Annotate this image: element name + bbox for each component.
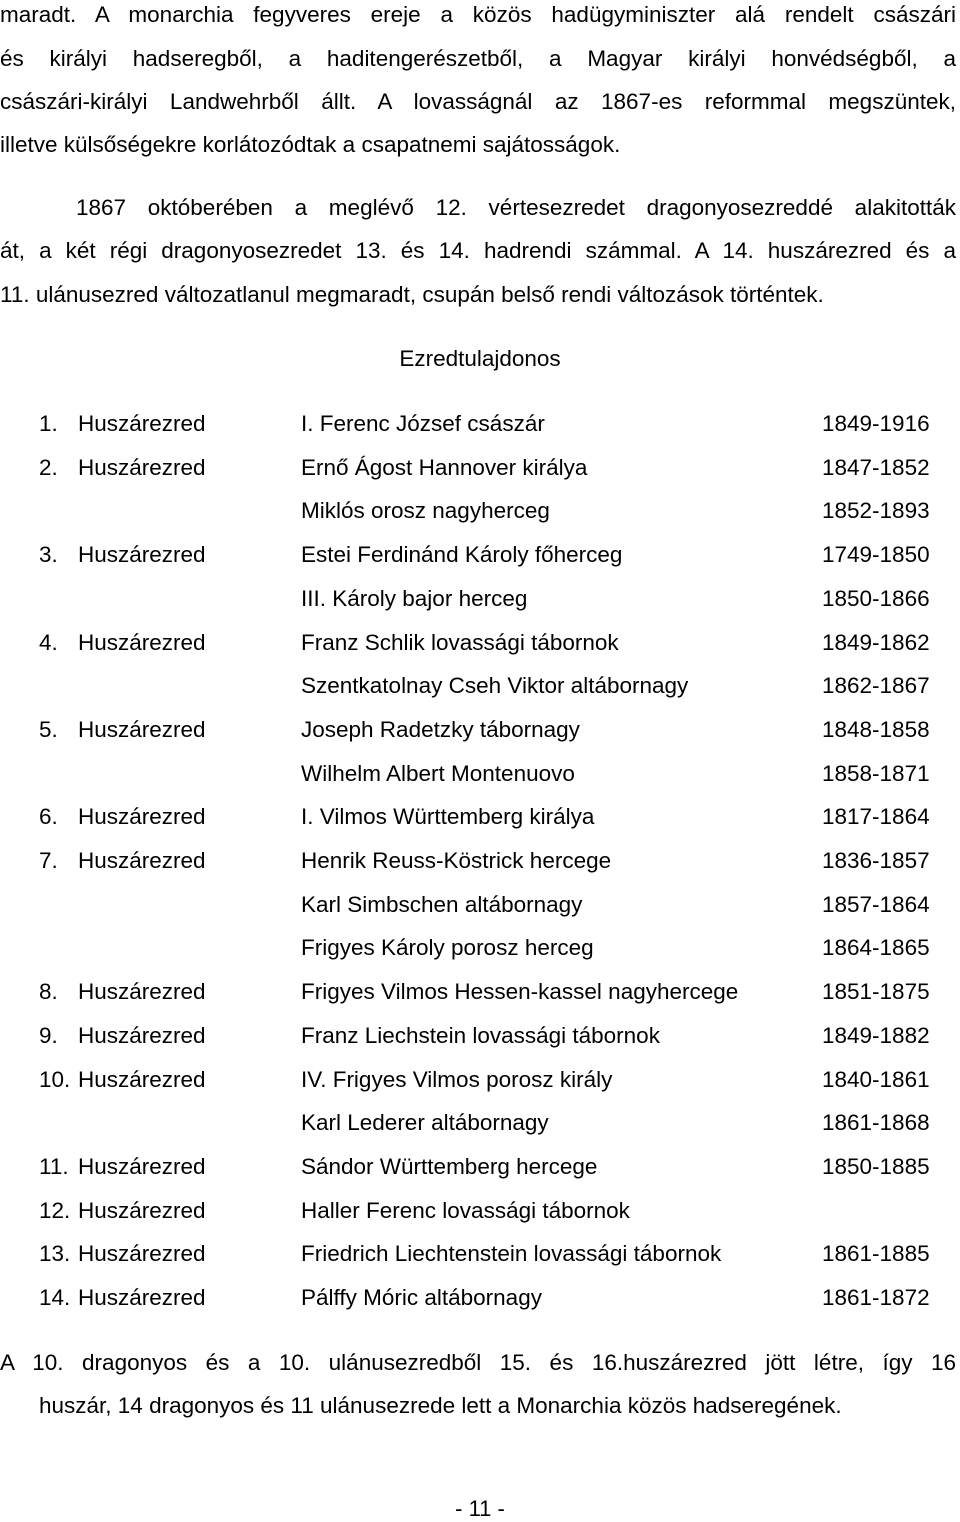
table-row <box>0 673 960 703</box>
regiment-number: 5. <box>39 716 58 742</box>
owner-name: Karl Lederer altábornagy <box>301 1110 549 1136</box>
table-row <box>0 804 960 834</box>
table-row <box>0 1154 960 1184</box>
intro-line: és királyi hadseregből, a haditengerészetből, a Magyar királyi honvédségből, a <box>0 46 956 71</box>
owner-name: Estei Ferdinánd Károly főherceg <box>301 542 623 568</box>
regiment-number: 9. <box>39 1022 58 1048</box>
regiment-number: 3. <box>39 542 58 568</box>
owner-name: Szentkatolnay Cseh Viktor altábornagy <box>301 673 689 699</box>
table-row <box>0 1285 960 1315</box>
table-row <box>0 935 960 965</box>
owner-name: Wilhelm Albert Montenuovo <box>301 760 575 786</box>
table-row <box>0 761 960 791</box>
owner-years: 1847-1852 <box>822 454 930 480</box>
owner-name: I. Vilmos Württemberg királya <box>301 804 595 830</box>
regiment-type: Huszárezred <box>78 411 206 436</box>
closing-line: A 10. dragonyos és a 10. ulánusezredből 15. és 16.huszárezred jött létre, így 16 <box>0 1350 956 1375</box>
owner-name: Frigyes Károly porosz herceg <box>301 935 594 961</box>
owner-name: I. Ferenc József császár <box>301 411 545 436</box>
regiment-number: 1. <box>39 411 58 436</box>
regiment-type: Huszárezred <box>78 454 206 480</box>
table-row <box>0 1241 960 1271</box>
table-row <box>0 1067 960 1097</box>
owner-name: Pálffy Móric altábornagy <box>301 1285 542 1310</box>
owner-name: Miklós orosz nagyherceg <box>301 498 550 524</box>
regiment-type: Huszárezred <box>78 1197 206 1223</box>
regiment-type: Huszárezred <box>78 542 206 568</box>
owner-years: 1849-1882 <box>822 1022 930 1048</box>
regiment-number: 11. <box>39 1153 69 1179</box>
regiment-type: Huszárezred <box>78 716 206 742</box>
regiment-number: 8. <box>39 979 58 1005</box>
owner-name: Sándor Württemberg hercege <box>301 1153 598 1179</box>
owner-name: Franz Schlik lovassági tábornok <box>301 629 619 655</box>
owner-years: 1849-1916 <box>822 411 930 436</box>
regiment-type: Huszárezred <box>78 1285 206 1310</box>
owner-years: 1861-1872 <box>822 1285 930 1310</box>
closing-line: huszár, 14 dragonyos és 11 ulánusezrede lett a Monarchia közös hadseregének. <box>39 1393 842 1418</box>
page-number: - 11 - <box>455 1496 505 1521</box>
regiment-type: Huszárezred <box>78 1153 206 1179</box>
table-row <box>0 1110 960 1140</box>
regiment-number: 4. <box>39 629 58 655</box>
table-row <box>0 411 960 441</box>
table-row <box>0 455 960 485</box>
regiment-number: 6. <box>39 804 58 830</box>
intro-line: császári-királyi Landwehrből állt. A lovasságnál az 1867-es reformmal megszüntek, <box>0 89 956 114</box>
owner-name: Ernő Ágost Hannover királya <box>301 454 588 480</box>
table-row <box>0 630 960 660</box>
owner-name: III. Károly bajor herceg <box>301 585 528 611</box>
table-row <box>0 892 960 922</box>
owner-years: 1862-1867 <box>822 673 930 699</box>
table-row <box>0 586 960 616</box>
regiment-type: Huszárezred <box>78 979 206 1005</box>
regiment-number: 2. <box>39 454 58 480</box>
owner-years: 1850-1885 <box>822 1153 930 1179</box>
owner-name: Frigyes Vilmos Hessen-kassel nagyhercege <box>301 979 739 1005</box>
owner-years: 1858-1871 <box>822 760 930 786</box>
owner-name: Henrik Reuss-Köstrick hercege <box>301 848 612 873</box>
table-row <box>0 1198 960 1228</box>
owner-years: 1861-1885 <box>822 1241 930 1267</box>
regiment-number: 10. <box>39 1066 71 1092</box>
owner-name: Karl Simbschen altábornagy <box>301 891 583 917</box>
intro-line: illetve külsőségekre korlátozódtak a csapatnemi sajátosságok. <box>0 132 621 157</box>
owner-years: 1851-1875 <box>822 979 930 1005</box>
owner-years: 1749-1850 <box>822 542 930 568</box>
regiment-number: 14. <box>39 1285 71 1310</box>
table-row <box>0 848 960 878</box>
table-row <box>0 498 960 528</box>
table-heading: Ezredtulajdonos <box>399 346 561 371</box>
owner-years: 1857-1864 <box>822 891 930 917</box>
owner-years: 1840-1861 <box>822 1066 930 1092</box>
regiment-type: Huszárezred <box>78 1022 206 1048</box>
owner-name: Haller Ferenc lovassági tábornok <box>301 1197 630 1223</box>
table-row <box>0 717 960 747</box>
regiment-number: 13. <box>39 1241 71 1267</box>
owner-name: IV. Frigyes Vilmos porosz király <box>301 1066 613 1092</box>
table-row <box>0 1023 960 1053</box>
regiment-type: Huszárezred <box>78 804 206 830</box>
paragraph-line: át, a két régi dragonyosezredet 13. és 14. hadrendi számmal. A 14. huszárezred és a <box>0 238 956 263</box>
owner-years: 1849-1862 <box>822 629 930 655</box>
owner-years: 1817-1864 <box>822 804 930 830</box>
paragraph-line: 11. ulánusezred változatlanul megmaradt, csupán belső rendi változások történtek. <box>0 282 824 307</box>
owner-years: 1852-1893 <box>822 498 930 524</box>
regiment-type: Huszárezred <box>78 1066 206 1092</box>
table-row <box>0 979 960 1009</box>
regiment-type: Huszárezred <box>78 1241 206 1267</box>
owner-years: 1848-1858 <box>822 716 930 742</box>
owner-years: 1864-1865 <box>822 935 930 961</box>
owner-years: 1861-1868 <box>822 1110 930 1136</box>
owner-years: 1850-1866 <box>822 585 930 611</box>
regiment-type: Huszárezred <box>78 629 206 655</box>
regiment-number: 12. <box>39 1197 71 1223</box>
owner-name: Franz Liechstein lovassági tábornok <box>301 1022 660 1048</box>
table-row <box>0 542 960 572</box>
regiment-type: Huszárezred <box>78 848 206 873</box>
owner-name: Joseph Radetzky tábornagy <box>301 716 580 742</box>
owner-years: 1836-1857 <box>822 848 930 873</box>
regiment-number: 7. <box>39 848 58 873</box>
intro-line: maradt. A monarchia fegyveres ereje a közös hadügyminiszter alá rendelt császári <box>0 2 956 27</box>
owner-name: Friedrich Liechtenstein lovassági tábornok <box>301 1241 722 1267</box>
paragraph-first-line: 1867 októberében a meglévő 12. vértesezredet dragonyosezreddé alakitották <box>76 195 956 220</box>
